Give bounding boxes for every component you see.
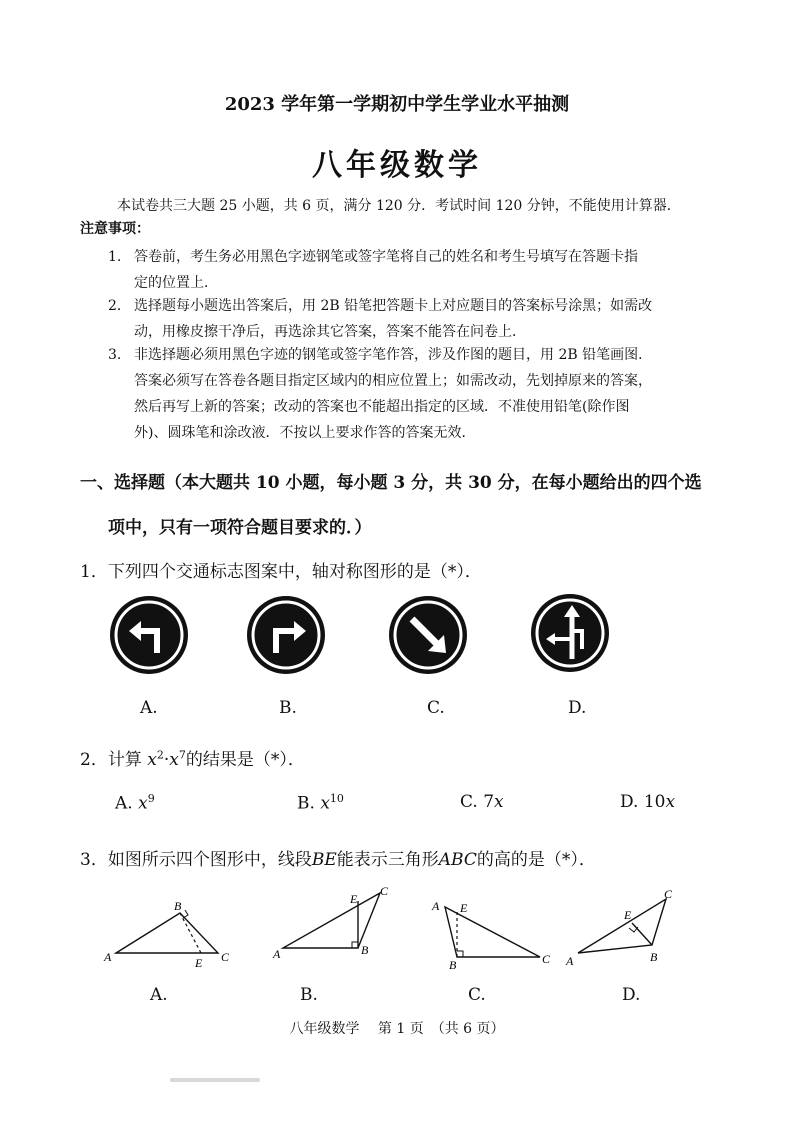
q2-suffix: 的结果是（*）． [185,750,305,770]
note-item-1 [108,244,668,296]
label-b: B [361,943,369,957]
notes-heading: 注意事项： [80,221,150,237]
q1-option-d: D. [568,698,587,718]
note-line: 然后再写上新的答案；改动的答案也不能超出指定的区域．不准使用铅笔(除作图 [134,399,630,415]
q2-prefix: 2．计算 [80,750,148,770]
note-line: 动，用橡皮擦干净后，再选涂其它答案，答案不能答在问卷上． [134,324,526,340]
label-a: A [566,954,574,968]
option-base: x [138,793,148,814]
q2-option-c [460,792,504,812]
q1-option-c: C. [427,698,445,718]
exam-intro: 本试卷共三大题 25 小题，共 6 页，满分 120 分．考试时间 120 分钟，不能使用计算器． [117,198,681,214]
option-letter: C. [460,792,478,812]
label-e: E [624,908,632,922]
q3-middle: 能表示三角形 [336,850,439,870]
label-b: B [449,958,457,972]
option-exp: 9 [147,792,155,805]
note-item-2 [108,293,668,345]
note-number: 1. [108,249,122,265]
option-letter: D. [620,792,639,812]
label-a: A [273,947,281,961]
q3-segment: BE [311,850,337,870]
label-e: E [350,892,358,906]
q3-option-d: D. [622,985,641,1005]
diagonal-down-right-arrow-icon [388,595,468,675]
q2-exp2: 7 [178,748,186,762]
option-exp: 10 [329,792,344,805]
option-letter: B. [297,793,315,814]
label-a: A [432,899,440,913]
exam-title: 八年级数学 [312,148,482,183]
section-heading-line2: 项中，只有一项符合题目要求的．） [108,518,372,538]
note-line: 答案必须写在答卷各题目指定区域内的相应位置上；如需改动，先划掉原来的答案， [134,373,652,389]
option-letter: A. [115,793,133,814]
question-1-text: 1．下列四个交通标志图案中，轴对称图形的是（*）． [80,562,482,582]
label-b: B [650,950,658,964]
scan-smudge [170,1078,260,1082]
note-number: 3. [108,347,122,363]
q2-option-d [620,792,675,812]
note-line: 非选择题必须用黑色字迹的钢笔或签字笔作答，涉及作图的题目，用 2B 铅笔画图． [134,347,653,363]
note-number: 2. [108,298,122,314]
label-c: C [664,887,673,901]
q2-option-b [297,792,344,814]
option-base: x [320,793,330,814]
question-3-text [80,845,596,870]
q2-exp1: 2 [156,748,164,762]
turn-left-arrow-icon [109,595,189,675]
q3-option-b: B. [300,985,318,1005]
label-a: A [104,950,112,964]
q3-figure-a [98,895,238,970]
q3-figure-b [268,885,398,970]
q1-option-a: A. [140,698,158,718]
label-e: E [460,901,468,915]
label-b: B [174,899,182,913]
note-item-3 [108,342,668,446]
q3-figure-d [560,885,690,970]
straight-or-left-arrow-icon [530,593,610,673]
option-var: x [665,792,676,812]
note-line: 外)、圆珠笔和涂改液．不按以上要求作答的答案无效． [134,425,476,441]
note-line: 定的位置上． [134,275,218,291]
q3-triangle: ABC [438,850,477,870]
section-heading-line1: 一、选择题（本大题共 10 小题，每小题 3 分，共 30 分，在每小题给出的四个选 [80,473,702,493]
note-line: 答卷前，考生务必用黑色字迹钢笔或签字笔将自己的姓名和考生号填写在答题卡指 [134,249,638,265]
q2-base1: x [147,750,157,770]
q3-option-c: C. [468,985,486,1005]
q2-dot: · [163,750,170,770]
q3-figure-c [425,895,555,975]
q3-option-a: A. [150,985,168,1005]
option-var: x [494,792,504,812]
option-coef: 7 [483,792,495,812]
q2-base2: x [169,750,179,770]
label-c: C [542,952,551,966]
q2-option-a [115,792,155,814]
label-c: C [380,885,389,898]
q1-option-b: B. [279,698,297,718]
exam-subtitle: 2023 学年第一学期初中学生学业水平抽测 [224,94,570,115]
label-c: C [221,950,230,964]
page-footer: 八年级数学 第 1 页 （共 6 页） [289,1021,505,1037]
note-line: 选择题每小题选出答案后，用 2B 铅笔把答题卡上对应题目的答案标号涂黑；如需改 [134,298,653,314]
turn-right-arrow-icon [246,595,326,675]
q3-suffix: 的高的是（*）． [476,850,596,870]
q3-prefix: 3．如图所示四个图形中，线段 [80,850,312,870]
option-coef: 10 [643,792,666,812]
label-e: E [195,956,203,970]
question-2-text [80,745,305,770]
